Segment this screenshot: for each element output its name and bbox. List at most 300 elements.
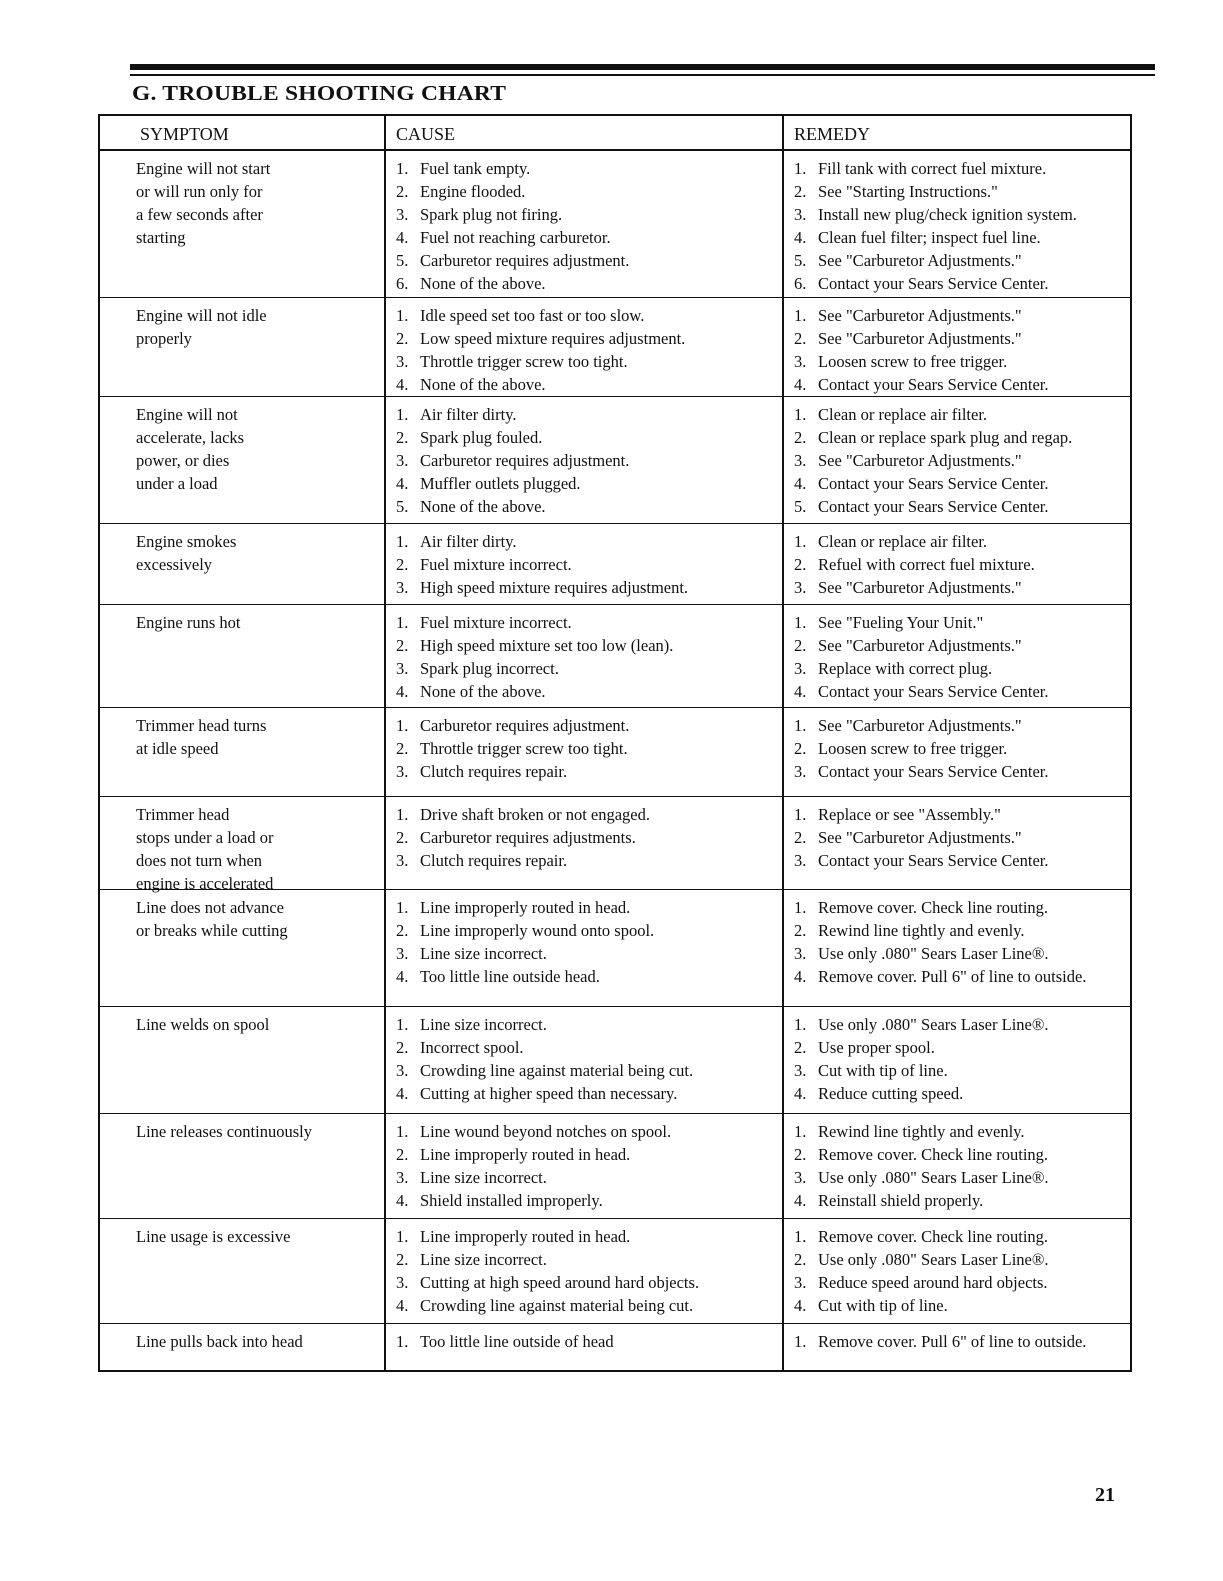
remedy-cell <box>782 797 1130 889</box>
item-number: 3. <box>396 659 409 678</box>
item-number: 1. <box>794 898 807 917</box>
item-text: Carburetor requires adjustments. <box>420 828 636 847</box>
item-number: 2. <box>396 636 409 655</box>
item-text: Too little line outside of head <box>420 1332 614 1351</box>
item-text: Clean fuel filter; inspect fuel line. <box>818 228 1041 247</box>
item-text: Line size incorrect. <box>420 1250 547 1269</box>
list-item <box>396 472 772 495</box>
item-number: 4. <box>794 474 807 493</box>
remedy-cell <box>782 524 1130 604</box>
cause-cell <box>384 605 782 707</box>
top-rule-thin <box>130 74 1155 76</box>
item-text: Line improperly wound onto spool. <box>420 921 655 940</box>
item-number: 2. <box>396 1145 409 1164</box>
chart-row <box>100 397 1130 524</box>
item-text: Incorrect spool. <box>420 1038 524 1057</box>
item-number: 2. <box>794 555 807 574</box>
item-number: 1. <box>396 613 409 632</box>
cause-cell <box>384 797 782 889</box>
item-text: Engine flooded. <box>420 182 526 201</box>
item-number: 6. <box>396 274 409 293</box>
list-item <box>396 714 772 737</box>
item-number: 5. <box>396 251 409 270</box>
list-item <box>794 714 1120 737</box>
item-text: See "Starting Instructions." <box>818 182 998 201</box>
item-text: Remove cover. Check line routing. <box>818 898 1049 917</box>
list-item <box>794 180 1120 203</box>
item-text: Line wound beyond notches on spool. <box>420 1122 672 1141</box>
remedy-list <box>794 530 1120 599</box>
remedy-cell <box>782 298 1130 396</box>
item-text: Replace or see "Assembly." <box>818 805 1001 824</box>
item-text: Use only .080" Sears Laser Line®. <box>818 1168 1049 1187</box>
symptom-cell: Engine will not idle properly <box>136 306 267 348</box>
item-text: Line improperly routed in head. <box>420 1145 631 1164</box>
item-text: Use only .080" Sears Laser Line®. <box>818 944 1049 963</box>
list-item <box>396 1143 772 1166</box>
item-number: 1. <box>794 159 807 178</box>
item-text: Idle speed set too fast or too slow. <box>420 306 645 325</box>
list-item <box>794 1120 1120 1143</box>
list-item <box>794 760 1120 783</box>
list-item <box>794 919 1120 942</box>
remedy-list <box>794 403 1120 518</box>
cause-cell <box>384 890 782 1006</box>
item-text: Contact your Sears Service Center. <box>818 274 1049 293</box>
cause-list <box>396 304 772 396</box>
symptom-cell: Engine will not accelerate, lacks power, or dies under a load <box>136 405 245 493</box>
item-text: See "Carburetor Adjustments." <box>818 578 1022 597</box>
item-text: Cutting at high speed around hard objects. <box>420 1273 700 1292</box>
list-item <box>794 472 1120 495</box>
item-number: 3. <box>396 205 409 224</box>
list-item <box>794 373 1120 396</box>
item-number: 3. <box>396 352 409 371</box>
cause-list <box>396 530 772 599</box>
item-number: 4. <box>794 228 807 247</box>
item-text: Reinstall shield properly. <box>818 1191 984 1210</box>
item-text: Muffler outlets plugged. <box>420 474 581 493</box>
list-item <box>794 826 1120 849</box>
item-number: 4. <box>396 375 409 394</box>
cause-cell <box>384 1114 782 1218</box>
list-item <box>396 1330 772 1353</box>
chart-row <box>100 151 1130 298</box>
list-item <box>396 373 772 396</box>
cause-cell <box>384 151 782 297</box>
item-text: Contact your Sears Service Center. <box>818 682 1049 701</box>
item-text: See "Carburetor Adjustments." <box>818 828 1022 847</box>
remedy-cell <box>782 605 1130 707</box>
item-text: Fuel mixture incorrect. <box>420 555 572 574</box>
list-item <box>396 226 772 249</box>
list-item <box>396 737 772 760</box>
header-cause: CAUSE <box>384 116 782 149</box>
trouble-shooting-chart <box>98 114 1132 1372</box>
list-item <box>396 1059 772 1082</box>
list-item <box>794 942 1120 965</box>
list-item <box>396 657 772 680</box>
list-item <box>396 495 772 518</box>
remedy-cell <box>782 1007 1130 1113</box>
item-text: Spark plug not firing. <box>420 205 563 224</box>
item-text: Reduce speed around hard objects. <box>818 1273 1048 1292</box>
item-text: Remove cover. Pull 6" of line to outside. <box>818 1332 1087 1351</box>
list-item <box>794 1330 1120 1353</box>
item-number: 2. <box>794 921 807 940</box>
item-number: 3. <box>794 762 807 781</box>
remedy-list <box>794 611 1120 703</box>
list-item <box>396 1036 772 1059</box>
item-text: Clutch requires repair. <box>420 762 568 781</box>
list-item <box>396 1225 772 1248</box>
item-number: 2. <box>396 1250 409 1269</box>
item-number: 5. <box>396 497 409 516</box>
item-number: 2. <box>794 329 807 348</box>
item-text: Drive shaft broken or not engaged. <box>420 805 651 824</box>
item-text: Use proper spool. <box>818 1038 935 1057</box>
item-text: Rewind line tightly and evenly. <box>818 1122 1025 1141</box>
symptom-cell: Trimmer head turns at idle speed <box>136 716 267 758</box>
item-text: Cutting at higher speed than necessary. <box>420 1084 678 1103</box>
list-item <box>794 849 1120 872</box>
item-text: Line size incorrect. <box>420 1168 547 1187</box>
item-text: Clean or replace spark plug and regap. <box>818 428 1073 447</box>
item-number: 1. <box>396 1227 409 1246</box>
item-number: 4. <box>794 1084 807 1103</box>
remedy-list <box>794 714 1120 783</box>
item-text: Spark plug fouled. <box>420 428 543 447</box>
list-item <box>396 249 772 272</box>
list-item <box>396 919 772 942</box>
item-text: Install new plug/check ignition system. <box>818 205 1077 224</box>
list-item <box>794 611 1120 634</box>
item-number: 2. <box>794 636 807 655</box>
item-number: 1. <box>396 306 409 325</box>
cause-cell <box>384 1219 782 1323</box>
item-text: Loosen screw to free trigger. <box>818 739 1008 758</box>
list-item <box>794 226 1120 249</box>
item-number: 2. <box>396 1038 409 1057</box>
item-number: 1. <box>794 405 807 424</box>
list-item <box>794 157 1120 180</box>
list-item <box>794 249 1120 272</box>
item-text: Clean or replace air filter. <box>818 532 988 551</box>
symptom-cell: Engine will not start or will run only for a few seconds after starting <box>136 159 271 247</box>
item-number: 4. <box>396 682 409 701</box>
list-item <box>396 1271 772 1294</box>
list-item <box>794 350 1120 373</box>
list-item <box>794 737 1120 760</box>
remedy-cell <box>782 890 1130 1006</box>
list-item <box>794 449 1120 472</box>
cause-cell <box>384 524 782 604</box>
cause-cell <box>384 708 782 796</box>
cause-cell <box>384 397 782 523</box>
item-number: 2. <box>794 182 807 201</box>
item-text: Contact your Sears Service Center. <box>818 474 1049 493</box>
item-number: 4. <box>396 967 409 986</box>
item-number: 1. <box>396 716 409 735</box>
item-number: 5. <box>794 497 807 516</box>
list-item <box>396 403 772 426</box>
item-text: Line improperly routed in head. <box>420 898 631 917</box>
item-text: Use only .080" Sears Laser Line®. <box>818 1015 1049 1034</box>
section-title: G. TROUBLE SHOOTING CHART <box>132 81 507 105</box>
cause-list <box>396 1013 772 1105</box>
symptom-cell: Line welds on spool <box>136 1015 270 1034</box>
list-item <box>396 449 772 472</box>
item-number: 1. <box>794 1227 807 1246</box>
item-number: 2. <box>794 1145 807 1164</box>
item-number: 2. <box>396 739 409 758</box>
item-text: Remove cover. Check line routing. <box>818 1145 1049 1164</box>
item-text: See "Carburetor Adjustments." <box>818 251 1022 270</box>
list-item <box>794 680 1120 703</box>
list-item <box>396 272 772 295</box>
item-text: Line size incorrect. <box>420 1015 547 1034</box>
item-text: Line size incorrect. <box>420 944 547 963</box>
list-item <box>396 350 772 373</box>
remedy-list <box>794 1330 1120 1353</box>
item-text: Carburetor requires adjustment. <box>420 451 630 470</box>
chart-row <box>100 890 1130 1007</box>
item-number: 1. <box>396 1332 409 1351</box>
list-item <box>396 1189 772 1212</box>
item-number: 4. <box>794 1296 807 1315</box>
item-number: 2. <box>396 182 409 201</box>
item-text: See "Carburetor Adjustments." <box>818 329 1022 348</box>
chart-row <box>100 605 1130 708</box>
item-text: Crowding line against material being cut. <box>420 1061 694 1080</box>
item-text: See "Carburetor Adjustments." <box>818 306 1022 325</box>
cause-list <box>396 611 772 703</box>
item-text: Contact your Sears Service Center. <box>818 851 1049 870</box>
item-text: Rewind line tightly and evenly. <box>818 921 1025 940</box>
item-number: 1. <box>794 1015 807 1034</box>
item-number: 2. <box>396 329 409 348</box>
cause-list <box>396 803 772 872</box>
item-number: 1. <box>396 532 409 551</box>
header-symptom: SYMPTOM <box>140 124 229 144</box>
chart-row <box>100 298 1130 397</box>
item-text: Throttle trigger screw too tight. <box>420 739 628 758</box>
item-text: See "Fueling Your Unit." <box>818 613 984 632</box>
cause-list <box>396 1225 772 1317</box>
item-number: 3. <box>794 851 807 870</box>
symptom-cell: Engine runs hot <box>136 613 241 632</box>
chart-row <box>100 708 1130 797</box>
item-number: 1. <box>794 805 807 824</box>
list-item <box>794 657 1120 680</box>
item-number: 1. <box>396 1015 409 1034</box>
item-number: 4. <box>396 1296 409 1315</box>
chart-row <box>100 1114 1130 1219</box>
remedy-list <box>794 896 1120 988</box>
list-item <box>794 304 1120 327</box>
item-number: 2. <box>794 739 807 758</box>
list-item <box>794 495 1120 518</box>
item-text: Fuel mixture incorrect. <box>420 613 572 632</box>
remedy-cell <box>782 708 1130 796</box>
item-text: None of the above. <box>420 375 546 394</box>
item-number: 3. <box>794 659 807 678</box>
list-item <box>396 553 772 576</box>
item-number: 3. <box>794 578 807 597</box>
item-number: 4. <box>794 682 807 701</box>
cause-list <box>396 1330 772 1353</box>
list-item <box>794 634 1120 657</box>
item-number: 6. <box>794 274 807 293</box>
item-text: Contact your Sears Service Center. <box>818 375 1049 394</box>
item-number: 3. <box>794 944 807 963</box>
item-number: 3. <box>396 944 409 963</box>
chart-header <box>100 116 1130 151</box>
remedy-list <box>794 304 1120 396</box>
item-number: 1. <box>396 159 409 178</box>
item-text: Contact your Sears Service Center. <box>818 497 1049 516</box>
item-text: See "Carburetor Adjustments." <box>818 716 1022 735</box>
item-text: High speed mixture set too low (lean). <box>420 636 674 655</box>
item-text: Refuel with correct fuel mixture. <box>818 555 1035 574</box>
list-item <box>794 530 1120 553</box>
chart-row <box>100 1007 1130 1114</box>
item-text: Clutch requires repair. <box>420 851 568 870</box>
item-number: 1. <box>794 532 807 551</box>
list-item <box>396 1120 772 1143</box>
item-text: Carburetor requires adjustment. <box>420 251 630 270</box>
item-number: 4. <box>396 1084 409 1103</box>
list-item <box>396 680 772 703</box>
remedy-cell <box>782 1114 1130 1218</box>
item-text: Replace with correct plug. <box>818 659 993 678</box>
cause-list <box>396 714 772 783</box>
list-item <box>396 426 772 449</box>
symptom-cell: Line usage is excessive <box>136 1227 291 1246</box>
cause-list <box>396 896 772 988</box>
item-number: 4. <box>396 1191 409 1210</box>
list-item <box>396 157 772 180</box>
item-text: Crowding line against material being cut. <box>420 1296 694 1315</box>
item-number: 2. <box>396 921 409 940</box>
list-item <box>396 1166 772 1189</box>
item-text: None of the above. <box>420 682 546 701</box>
item-number: 2. <box>396 828 409 847</box>
list-item <box>396 849 772 872</box>
symptom-cell: Line does not advance or breaks while cutting <box>136 898 288 940</box>
item-text: Remove cover. Pull 6" of line to outside. <box>818 967 1087 986</box>
list-item <box>794 203 1120 226</box>
top-rule-thick <box>130 64 1155 70</box>
symptom-cell: Line pulls back into head <box>136 1332 303 1351</box>
item-text: See "Carburetor Adjustments." <box>818 451 1022 470</box>
item-text: Too little line outside head. <box>420 967 600 986</box>
list-item <box>396 760 772 783</box>
item-number: 1. <box>794 1332 807 1351</box>
item-text: Loosen screw to free trigger. <box>818 352 1008 371</box>
list-item <box>396 1082 772 1105</box>
item-number: 2. <box>396 555 409 574</box>
list-item <box>396 803 772 826</box>
list-item <box>396 1294 772 1317</box>
item-number: 3. <box>794 1168 807 1187</box>
list-item <box>794 426 1120 449</box>
list-item <box>794 896 1120 919</box>
cause-list <box>396 403 772 518</box>
item-number: 3. <box>396 451 409 470</box>
list-item <box>794 1082 1120 1105</box>
item-text: Carburetor requires adjustment. <box>420 716 630 735</box>
remedy-cell <box>782 1219 1130 1323</box>
symptom-cell: Trimmer head stops under a load or does not turn when engine is accelerated <box>136 805 274 893</box>
item-number: 3. <box>794 1061 807 1080</box>
item-text: Line improperly routed in head. <box>420 1227 631 1246</box>
list-item <box>794 403 1120 426</box>
item-number: 1. <box>396 898 409 917</box>
chart-row <box>100 797 1130 893</box>
list-item <box>794 965 1120 988</box>
item-text: Contact your Sears Service Center. <box>818 762 1049 781</box>
list-item <box>794 803 1120 826</box>
item-number: 3. <box>396 1168 409 1187</box>
item-number: 1. <box>794 613 807 632</box>
item-number: 5. <box>794 251 807 270</box>
item-text: Cut with tip of line. <box>818 1296 948 1315</box>
item-number: 1. <box>396 805 409 824</box>
item-text: Remove cover. Check line routing. <box>818 1227 1049 1246</box>
list-item <box>794 1013 1120 1036</box>
list-item <box>396 304 772 327</box>
remedy-list <box>794 157 1120 295</box>
item-text: Air filter dirty. <box>420 532 517 551</box>
item-text: Low speed mixture requires adjustment. <box>420 329 686 348</box>
item-number: 1. <box>396 1122 409 1141</box>
list-item <box>794 1294 1120 1317</box>
chart-row <box>100 524 1130 605</box>
item-text: See "Carburetor Adjustments." <box>818 636 1022 655</box>
item-number: 3. <box>794 352 807 371</box>
item-number: 3. <box>396 578 409 597</box>
chart-row <box>100 1219 1130 1324</box>
list-item <box>794 1036 1120 1059</box>
symptom-cell: Engine smokes excessively <box>136 532 237 574</box>
list-item <box>396 530 772 553</box>
list-item <box>396 611 772 634</box>
item-text: Spark plug incorrect. <box>420 659 559 678</box>
remedy-list <box>794 1120 1120 1212</box>
remedy-list <box>794 803 1120 872</box>
item-number: 1. <box>396 405 409 424</box>
list-item <box>794 1225 1120 1248</box>
item-number: 2. <box>794 1250 807 1269</box>
cause-cell <box>384 298 782 396</box>
item-text: Cut with tip of line. <box>818 1061 948 1080</box>
remedy-list <box>794 1013 1120 1105</box>
item-number: 2. <box>794 428 807 447</box>
item-text: Fuel not reaching carburetor. <box>420 228 611 247</box>
item-number: 2. <box>794 1038 807 1057</box>
list-item <box>794 1189 1120 1212</box>
cause-cell <box>384 1007 782 1113</box>
list-item <box>794 553 1120 576</box>
list-item <box>396 826 772 849</box>
header-remedy: REMEDY <box>782 116 1130 149</box>
list-item <box>396 1248 772 1271</box>
item-text: Reduce cutting speed. <box>818 1084 964 1103</box>
item-number: 3. <box>794 1273 807 1292</box>
remedy-cell <box>782 397 1130 523</box>
item-text: Air filter dirty. <box>420 405 517 424</box>
